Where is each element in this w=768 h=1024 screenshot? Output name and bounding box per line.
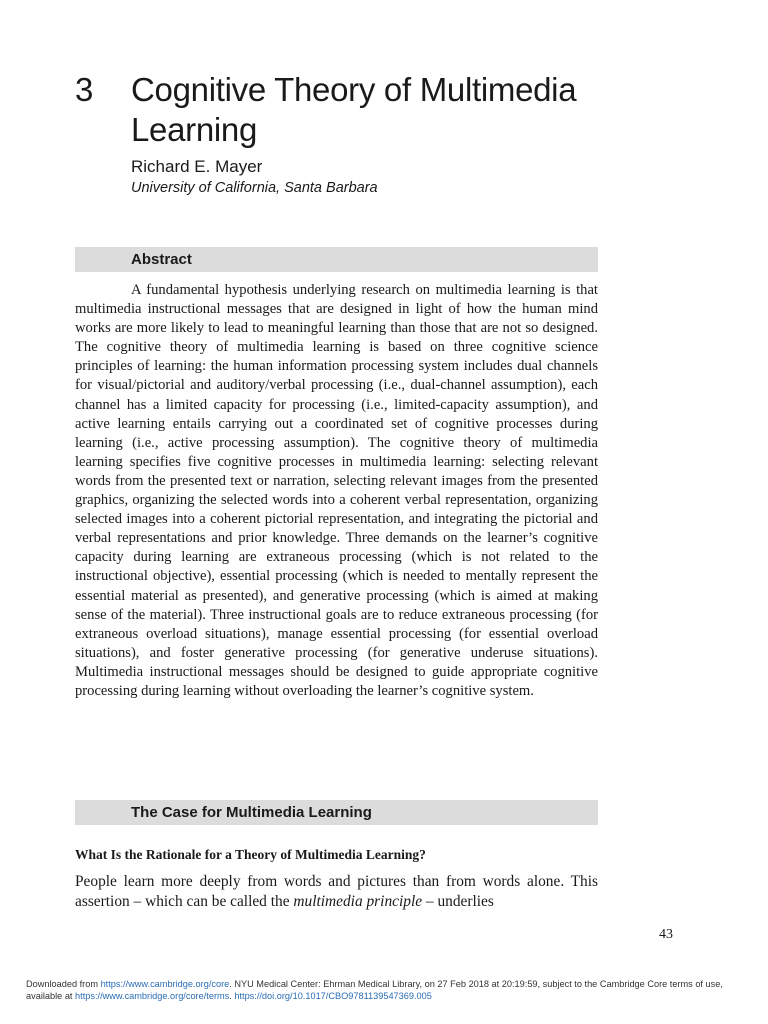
- footer-link-terms[interactable]: https://www.cambridge.org/core/terms: [75, 991, 230, 1001]
- footer-text-2: . NYU Medical Center: Ehrman Medical Library, on 27 Feb 2018 at 20:19:59, subject to the Cambridge Core terms of use, available at: [26, 979, 723, 1001]
- footer-link-doi[interactable]: https://doi.org/10.1017/CBO9781139547369.005: [234, 991, 432, 1001]
- footer-link-core[interactable]: https://www.cambridge.org/core: [100, 979, 230, 989]
- author-name: Richard E. Mayer: [131, 157, 263, 176]
- section-heading-bar: [75, 800, 598, 825]
- chapter-number: 3: [75, 71, 94, 108]
- body-text-before: People learn more deeply from words and pictures than from words alone. This assertion – which can be called the: [75, 873, 598, 910]
- footer-text-1: Downloaded from: [26, 979, 101, 989]
- body-text-emphasis: multimedia principle: [293, 892, 423, 910]
- abstract-heading-bar: [75, 247, 598, 272]
- download-footer: [26, 978, 746, 1002]
- section-subheading: What Is the Rationale for a Theory of Multimedia Learning?: [75, 847, 426, 862]
- chapter-title: Cognitive Theory of Multimedia Learning: [131, 71, 577, 148]
- section-heading: The Case for Multimedia Learning: [131, 804, 372, 821]
- abstract-heading: Abstract: [131, 251, 192, 268]
- page-number: 43: [659, 927, 673, 942]
- abstract-text: A fundamental hypothesis underlying research on multimedia learning is that multimedia instructional messages that are designed in light of how the human mind works are more likely to lead to meaningful learning than those that are not so designed. The cognitive theory of multimedia learning is based on three cognitive science principles of learning: the human information processing system includes dual channels for visual/pictorial and auditory/verbal processing (i.e., dual-channel assumption), each channel has a limited capacity for processing (i.e., limited-capacity assumption), and active learning entails carrying out a coordinated set of cognitive processes during learning (i.e., active processing assumption). The cognitive theory of multimedia learning specifies five cognitive processes in multimedia learning: selecting relevant words from the presented text or narration, selecting relevant images from the presented graphics, organizing the selected words into a coherent verbal representation, organizing selected images into a coherent pictorial representation, and integrating the pictorial and verbal representations and prior knowledge. Three demands on the learner’s cognitive capacity during learning are extraneous processing (which is not related to the instructional objective), essential processing (which is needed to mentally represent the essential material as presented), and generative processing (which is aimed at making sense of the material). Three instructional goals are to reduce extraneous processing (for extraneous overload situations), manage essential processing (for essential overload situations), and foster generative processing (for generative underuse situations). Multimedia instructional messages should be designed to guide appropriate cognitive processing during learning without overloading the learner’s cognitive system.: [75, 282, 598, 699]
- footer-text-3: .: [229, 991, 235, 1001]
- body-paragraph: [75, 872, 598, 911]
- author-affiliation: University of California, Santa Barbara: [131, 180, 378, 196]
- body-text-after: – underlies: [422, 892, 494, 910]
